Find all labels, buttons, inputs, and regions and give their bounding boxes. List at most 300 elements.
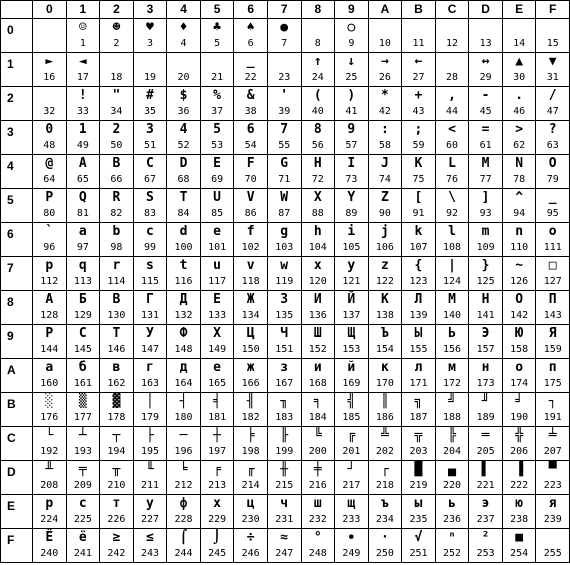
char-code: 211	[140, 480, 159, 491]
char-glyph: j	[380, 224, 389, 239]
char-glyph: ├	[146, 428, 154, 443]
char-cell	[368, 461, 402, 495]
table-row	[1, 291, 570, 325]
char-code: 37	[211, 106, 224, 117]
column-header-5: 5	[200, 1, 234, 19]
column-header-8: 8	[301, 1, 335, 19]
char-cell	[66, 189, 100, 223]
char-glyph: Й	[347, 292, 356, 307]
char-code: 119	[275, 276, 294, 287]
char-cell	[536, 53, 570, 87]
char-glyph: ≤	[146, 530, 154, 545]
char-cell	[200, 325, 234, 359]
char-glyph: ↑	[313, 54, 322, 69]
char-code: 214	[241, 480, 260, 491]
char-glyph: Y	[347, 190, 356, 205]
char-cell	[200, 121, 234, 155]
char-glyph: ▒	[78, 394, 87, 409]
char-glyph: ♦	[179, 20, 188, 35]
char-code: 233	[342, 514, 361, 525]
char-cell	[234, 257, 268, 291]
char-glyph: С	[78, 326, 87, 341]
char-code: 213	[208, 480, 227, 491]
char-glyph: ж	[246, 360, 255, 375]
char-code: 181	[208, 412, 227, 423]
char-cell	[133, 19, 167, 53]
char-code: 133	[208, 310, 227, 321]
char-cell	[267, 223, 301, 257]
char-cell	[100, 529, 134, 563]
char-glyph: ╛	[515, 394, 524, 409]
char-glyph: !	[78, 88, 87, 103]
row-header-c: C	[1, 427, 33, 461]
char-glyph: {	[414, 258, 423, 273]
char-code: 172	[443, 378, 462, 389]
char-cell	[167, 189, 201, 223]
char-glyph: ц	[246, 496, 255, 511]
char-code: 95	[546, 208, 559, 219]
char-cell	[234, 325, 268, 359]
char-cell	[368, 325, 402, 359]
table-row	[1, 189, 570, 223]
char-code: 48	[43, 140, 56, 151]
char-glyph: ╗	[414, 394, 423, 409]
corner-cell	[1, 1, 33, 19]
char-cell	[536, 223, 570, 257]
char-code: 54	[244, 140, 257, 151]
char-glyph: N	[515, 156, 524, 171]
char-glyph: *	[380, 88, 389, 103]
char-glyph: ю	[515, 496, 524, 511]
char-code: 153	[342, 344, 361, 355]
char-code: 2	[113, 38, 120, 49]
char-cell	[469, 461, 503, 495]
char-cell	[335, 461, 369, 495]
char-cell	[66, 325, 100, 359]
char-glyph: }	[481, 258, 490, 273]
char-glyph: ш	[313, 496, 322, 511]
char-glyph: ═	[481, 428, 490, 443]
char-code: 151	[275, 344, 294, 355]
char-code: 247	[275, 548, 294, 559]
char-cell	[66, 529, 100, 563]
char-code: 30	[513, 72, 526, 83]
table-row	[1, 359, 570, 393]
char-cell	[502, 87, 536, 121]
char-cell	[234, 495, 268, 529]
char-code: 67	[143, 174, 156, 185]
char-cell	[536, 121, 570, 155]
char-code: 70	[244, 174, 257, 185]
char-glyph: 7	[280, 122, 289, 137]
char-code: 136	[308, 310, 327, 321]
char-cell	[100, 155, 134, 189]
char-cell	[469, 427, 503, 461]
char-cell	[301, 495, 335, 529]
char-cell	[200, 461, 234, 495]
char-glyph: ▌	[481, 462, 490, 477]
char-code: 224	[40, 514, 59, 525]
char-glyph: ┼	[213, 428, 221, 443]
char-cell	[469, 87, 503, 121]
char-cell	[335, 223, 369, 257]
char-cell	[502, 427, 536, 461]
char-code: 35	[143, 106, 156, 117]
char-glyph: □	[548, 258, 557, 273]
table-row	[1, 155, 570, 189]
char-cell	[33, 359, 67, 393]
char-code: 77	[479, 174, 492, 185]
char-cell	[502, 291, 536, 325]
char-glyph: ↓	[347, 54, 356, 69]
char-glyph: Е	[213, 292, 221, 307]
char-glyph: x	[313, 258, 322, 273]
char-cell	[167, 393, 201, 427]
char-glyph: ♣	[213, 20, 221, 35]
char-code: 147	[140, 344, 159, 355]
char-cell	[133, 359, 167, 393]
char-glyph: ↔	[481, 54, 490, 69]
char-cell	[469, 155, 503, 189]
char-code: 98	[110, 242, 123, 253]
char-cell	[335, 291, 369, 325]
char-code: 74	[378, 174, 391, 185]
char-cell	[200, 223, 234, 257]
char-code: 127	[543, 276, 562, 287]
char-cell	[167, 53, 201, 87]
char-glyph: <	[448, 122, 456, 137]
char-glyph: ←	[414, 54, 423, 69]
char-glyph	[302, 20, 335, 36]
char-code: 210	[107, 480, 126, 491]
char-code: 29	[479, 72, 492, 83]
char-cell	[502, 495, 536, 529]
char-code: 104	[308, 242, 327, 253]
char-cell	[435, 495, 469, 529]
char-code: 64	[43, 174, 56, 185]
char-code: 40	[311, 106, 324, 117]
char-glyph: ╪	[313, 462, 322, 477]
char-glyph: Q	[78, 190, 87, 205]
char-glyph: .	[515, 88, 524, 103]
char-glyph: ~	[515, 258, 524, 273]
char-glyph: ╤	[78, 462, 87, 477]
char-code: 66	[110, 174, 123, 185]
char-cell	[368, 155, 402, 189]
char-cell	[469, 53, 503, 87]
char-glyph: h	[313, 224, 322, 239]
char-glyph: м	[448, 360, 456, 375]
char-code: 76	[446, 174, 459, 185]
char-code: 22	[244, 72, 257, 83]
char-glyph: ○	[347, 20, 356, 35]
char-cell	[502, 325, 536, 359]
char-cell	[66, 359, 100, 393]
char-cell	[301, 155, 335, 189]
char-cell	[368, 257, 402, 291]
char-code: 1	[79, 38, 86, 49]
char-cell	[133, 325, 167, 359]
char-cell	[335, 19, 369, 53]
char-cell	[301, 189, 335, 223]
char-cell	[536, 359, 570, 393]
char-code: 123	[409, 276, 428, 287]
char-glyph: F	[246, 156, 255, 171]
char-code: 78	[513, 174, 526, 185]
char-glyph: (	[313, 88, 322, 103]
char-cell	[402, 121, 436, 155]
char-cell	[469, 19, 503, 53]
char-cell	[335, 155, 369, 189]
char-code: 84	[177, 208, 190, 219]
char-glyph: ☻	[112, 20, 121, 35]
char-glyph: Щ	[347, 326, 356, 341]
table-row	[1, 325, 570, 359]
char-code: 72	[311, 174, 324, 185]
char-code: 135	[275, 310, 294, 321]
char-cell	[402, 19, 436, 53]
char-glyph: ▐	[515, 462, 524, 477]
char-cell	[536, 155, 570, 189]
char-cell	[33, 461, 67, 495]
char-glyph: г	[146, 360, 154, 375]
char-glyph: ╖	[280, 394, 289, 409]
char-glyph: Х	[213, 326, 221, 341]
char-glyph: /	[548, 88, 557, 103]
char-cell	[402, 393, 436, 427]
char-cell	[335, 495, 369, 529]
char-cell	[234, 393, 268, 427]
char-cell	[200, 53, 234, 87]
char-code: 21	[211, 72, 224, 83]
table-row	[1, 53, 570, 87]
char-cell	[200, 393, 234, 427]
char-cell	[301, 325, 335, 359]
char-glyph: П	[548, 292, 557, 307]
char-cell	[66, 291, 100, 325]
char-code: 198	[241, 446, 260, 457]
char-cell	[167, 359, 201, 393]
char-code: 124	[443, 276, 462, 287]
column-header-4: 4	[167, 1, 201, 19]
char-code: 254	[510, 548, 529, 559]
char-code: 100	[174, 242, 193, 253]
char-code: 231	[275, 514, 294, 525]
char-glyph: °	[313, 530, 322, 545]
char-code: 137	[342, 310, 361, 321]
char-glyph: z	[380, 258, 389, 273]
char-cell	[335, 393, 369, 427]
char-cell	[66, 121, 100, 155]
char-glyph: │	[146, 394, 154, 409]
char-glyph	[33, 88, 66, 104]
char-code: 25	[345, 72, 358, 83]
table-row	[1, 121, 570, 155]
char-glyph: Ж	[246, 292, 255, 307]
char-code: 7	[281, 38, 288, 49]
char-code: 139	[409, 310, 428, 321]
char-cell	[267, 325, 301, 359]
char-cell	[335, 325, 369, 359]
char-glyph: ♠	[246, 20, 255, 35]
char-glyph: Ё	[45, 530, 54, 545]
char-code: 148	[174, 344, 193, 355]
char-cell	[267, 427, 301, 461]
char-cell	[335, 87, 369, 121]
char-code: 115	[140, 276, 159, 287]
char-code: 168	[308, 378, 327, 389]
char-glyph: Т	[112, 326, 121, 341]
char-code: 230	[241, 514, 260, 525]
char-glyph: ◄	[78, 54, 87, 69]
char-glyph: ⌡	[213, 530, 221, 545]
char-code: 228	[174, 514, 193, 525]
char-glyph: ┘	[347, 462, 356, 477]
char-cell	[66, 87, 100, 121]
char-glyph: ╡	[213, 394, 221, 409]
char-cell	[536, 495, 570, 529]
char-code: 199	[275, 446, 294, 457]
char-code: 88	[311, 208, 324, 219]
char-cell	[234, 223, 268, 257]
char-cell	[267, 393, 301, 427]
char-cell	[133, 53, 167, 87]
char-glyph: ▄	[448, 462, 456, 477]
char-glyph: ●	[280, 20, 289, 35]
char-code: 218	[375, 480, 394, 491]
char-glyph: ≈	[280, 530, 289, 545]
char-cell	[167, 87, 201, 121]
column-header-3: 3	[133, 1, 167, 19]
char-glyph: X	[313, 190, 322, 205]
char-code: 143	[543, 310, 562, 321]
char-cell	[335, 53, 369, 87]
char-glyph: й	[347, 360, 356, 375]
char-glyph: а	[45, 360, 54, 375]
char-code: 185	[342, 412, 361, 423]
char-code: 34	[110, 106, 123, 117]
char-glyph: 5	[213, 122, 221, 137]
char-code: 236	[443, 514, 462, 525]
char-cell	[301, 529, 335, 563]
char-cell	[234, 121, 268, 155]
char-code: 17	[76, 72, 89, 83]
column-header-d: D	[469, 1, 503, 19]
char-cell	[167, 427, 201, 461]
char-code: 243	[140, 548, 159, 559]
char-cell	[435, 325, 469, 359]
char-code: 209	[73, 480, 92, 491]
char-glyph: s	[146, 258, 154, 273]
char-code: 165	[208, 378, 227, 389]
char-code: 174	[510, 378, 529, 389]
char-code: 212	[174, 480, 193, 491]
char-cell	[100, 189, 134, 223]
char-code: 229	[208, 514, 227, 525]
char-cell	[267, 257, 301, 291]
row-header-0: 0	[1, 19, 33, 53]
char-cell	[234, 291, 268, 325]
char-code: 177	[73, 412, 92, 423]
char-cell	[335, 427, 369, 461]
char-glyph: ▲	[515, 54, 524, 69]
char-code: 242	[107, 548, 126, 559]
char-code: 33	[76, 106, 89, 117]
char-cell	[133, 461, 167, 495]
char-cell	[435, 291, 469, 325]
char-glyph: r	[112, 258, 121, 273]
char-code: 13	[479, 38, 492, 49]
char-glyph: К	[380, 292, 389, 307]
char-cell	[502, 529, 536, 563]
char-cell	[167, 155, 201, 189]
char-code: 220	[443, 480, 462, 491]
char-cell	[536, 87, 570, 121]
char-glyph: л	[414, 360, 423, 375]
char-code: 59	[412, 140, 425, 151]
char-glyph: М	[448, 292, 456, 307]
char-glyph: _	[548, 190, 557, 205]
char-code: 108	[443, 242, 462, 253]
char-glyph: b	[112, 224, 121, 239]
char-cell	[368, 87, 402, 121]
char-code: 201	[342, 446, 361, 457]
char-code: 4	[180, 38, 187, 49]
char-cell	[435, 155, 469, 189]
char-code: 41	[345, 106, 358, 117]
char-code: 125	[476, 276, 495, 287]
table-row	[1, 257, 570, 291]
row-header-4: 4	[1, 155, 33, 189]
char-glyph: `	[45, 224, 54, 239]
char-glyph: e	[213, 224, 221, 239]
char-code: 19	[143, 72, 156, 83]
char-code: 192	[40, 446, 59, 457]
row-header-5: 5	[1, 189, 33, 223]
table-row	[1, 495, 570, 529]
char-cell	[402, 223, 436, 257]
char-cell	[536, 257, 570, 291]
char-code: 202	[375, 446, 394, 457]
char-code: 248	[308, 548, 327, 559]
char-glyph: )	[347, 88, 356, 103]
char-glyph: ⁿ	[448, 530, 456, 545]
char-cell	[402, 529, 436, 563]
char-code: 73	[345, 174, 358, 185]
char-glyph: l	[448, 224, 456, 239]
char-glyph: $	[179, 88, 188, 103]
char-glyph: ╓	[246, 462, 255, 477]
char-cell	[66, 257, 100, 291]
char-cell	[234, 359, 268, 393]
char-glyph: p	[45, 258, 54, 273]
char-code: 239	[543, 514, 562, 525]
char-cell	[301, 393, 335, 427]
char-glyph: ►	[45, 54, 54, 69]
char-cell	[435, 189, 469, 223]
char-glyph: E	[213, 156, 221, 171]
char-glyph: з	[280, 360, 289, 375]
char-glyph: 0	[45, 122, 54, 137]
char-cell	[133, 155, 167, 189]
char-glyph: Я	[548, 326, 557, 341]
char-code: 154	[375, 344, 394, 355]
char-glyph: У	[146, 326, 154, 341]
char-code: 14	[513, 38, 526, 49]
char-code: 184	[308, 412, 327, 423]
char-code: 16	[43, 72, 56, 83]
char-code: 101	[208, 242, 227, 253]
